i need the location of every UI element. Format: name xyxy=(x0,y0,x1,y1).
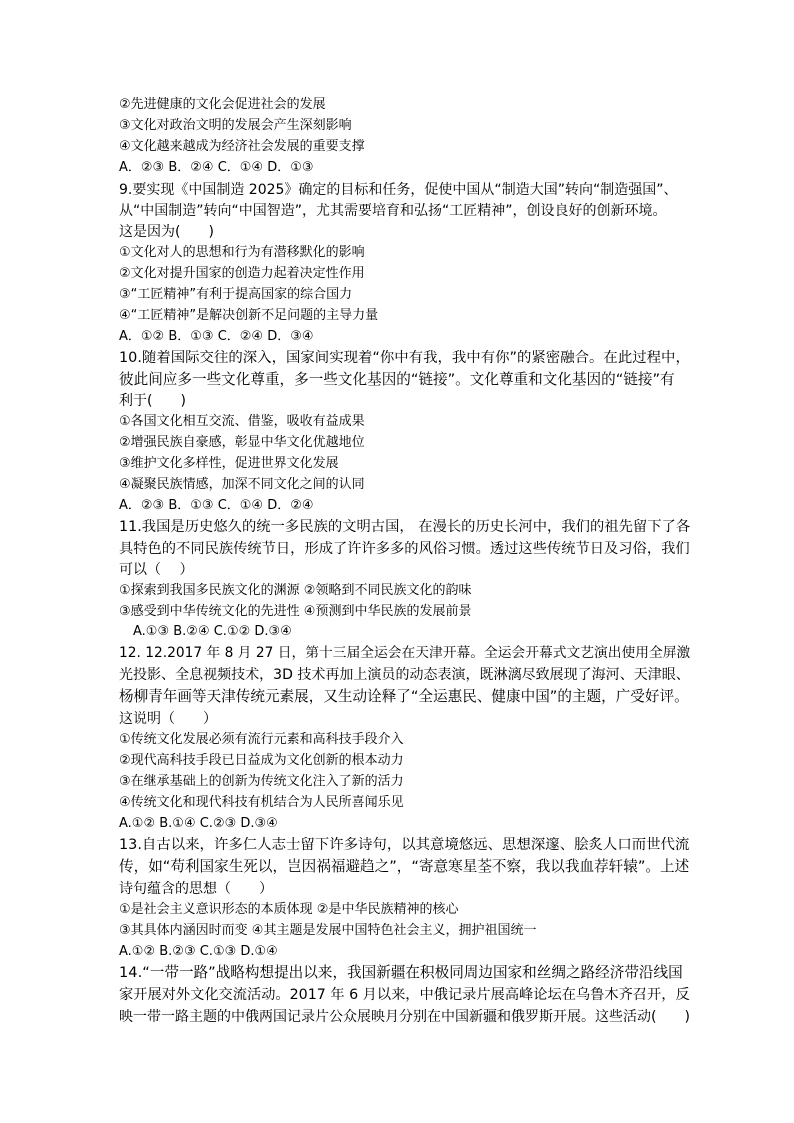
q13-stem-line-3: 诗句蕴含的思想（ ） xyxy=(119,881,273,897)
q12-stem-line-1: 12. 12.2017 年 8 月 27 日，第十三届全运会在天津开幕。全运会开幕式文艺演出使用全屏激 xyxy=(119,645,691,661)
q9-option-3: ③“工匠精神”有利于提高国家的综合国力 xyxy=(119,287,353,302)
q9-stem-line-3: 这是因为( ) xyxy=(119,224,214,240)
q11-answers: A.①③ B.②④ C.①② D.③④ xyxy=(133,624,292,639)
q11-stem-line-1: 11.我国是历史悠久的统一多民族的文明古国， 在漫长的历史长河中，我们的祖先留下了各 xyxy=(119,519,691,535)
q14-stem-line-3: 映一带一路主题的中俄两国记录片公众展映月分别在中国新疆和俄罗斯开展。这些活动( ) xyxy=(119,1009,690,1025)
q14-stem-line-1: 14.“一带一路”战略构想提出以来，我国新疆在积极同周边国家和丝绸之路经济带沿线国 xyxy=(119,964,683,981)
q12-option-1: ①传统文化发展必须有流行元素和高科技手段介入 xyxy=(119,732,404,747)
q12-option-3: ③在继承基础上的创新为传统文化注入了新的活力 xyxy=(119,774,404,789)
q11-options-1-2: ①探索到我国多民族文化的渊源 ②领略到不同民族文化的韵味 xyxy=(119,583,472,598)
q11-stem-line-3: 可以（ ） xyxy=(119,562,194,578)
q10-stem-line-2: 彼此间应多一些文化尊重，多一些文化基因的“链接”。文化尊重和文化基因的“链接”有 xyxy=(119,371,675,388)
q9-answers: A．①② B．①③ C．②④ D．③④ xyxy=(119,329,314,344)
q12-answers: A.①② B.①④ C.②③ D.③④ xyxy=(119,816,278,831)
q12-option-2: ②现代高科技手段已日益成为文化创新的根本动力 xyxy=(119,753,404,768)
q12-stem-line-2: 光投影、全息视频技术，3D 技术再加上演员的动态表演，既淋漓尽致展现了海河、天津眼、 xyxy=(119,667,690,683)
q8-option-3: ③文化对政治文明的发展会产生深刻影响 xyxy=(119,118,352,133)
q10-option-1: ①各国文化相互交流、借鉴，吸收有益成果 xyxy=(119,414,365,429)
q10-answers: A．②③ B．①③ C．①④ D．②④ xyxy=(119,498,314,513)
q10-option-3: ③维护文化多样性，促进世界文化发展 xyxy=(119,456,339,471)
q10-option-2: ②增强民族自豪感，彰显中华文化优越地位 xyxy=(119,435,365,450)
q8-answers: A．②③ B．②④ C．①④ D．①③ xyxy=(119,160,314,175)
q9-stem-line-1: 9.要实现《中国制造 2025》确定的目标和任务，促使中国从“制造大国”转向“制造强国”、 xyxy=(119,182,678,198)
q13-options-1-2: ①是社会主义意识形态的本质体现 ②是中华民族精神的核心 xyxy=(119,902,459,917)
q13-answers: A.①② B.②③ C.①③ D.①④ xyxy=(119,944,278,959)
q9-option-2: ②文化对提升国家的创造力起着决定性作用 xyxy=(119,266,365,281)
q11-stem-line-2: 具特色的不同民族传统节日，形成了许许多多的风俗习惯。透过这些传统节日及习俗，我们 xyxy=(119,541,690,557)
q13-options-3-4: ③其具体内涵因时而变 ④其主题是发展中国特色社会主义，拥护祖国统一 xyxy=(119,923,537,938)
q8-option-4: ④文化越来越成为经济社会发展的重要支撑 xyxy=(119,139,365,154)
q8-option-2: ②先进健康的文化会促进社会的发展 xyxy=(119,97,326,112)
q13-stem-line-1: 13.自古以来，许多仁人志士留下许多诗句，以其意境悠远、思想深邃、脍炙人口而世代流 xyxy=(119,837,690,853)
q10-stem-line-1: 10.随着国际交往的深入，国家间实现着“你中有我，我中有你”的紧密融合。在此过程中， xyxy=(119,350,690,366)
q9-stem-line-2: 从“中国制造”转向“中国智造”，尤其需要培育和弘扬“工匠精神”，创设良好的创新环境。 xyxy=(119,203,667,219)
q9-option-4: ④“工匠精神”是解决创新不足问题的主导力量 xyxy=(119,308,379,323)
q9-option-1: ①文化对人的思想和行为有潜移默化的影响 xyxy=(119,245,365,260)
q10-stem-line-3: 利于( ) xyxy=(119,393,186,409)
q14-stem-line-2: 家开展对外文化交流活动。2017 年 6 月以来，中俄记录片展高峰论坛在乌鲁木齐召开，反 xyxy=(119,987,690,1003)
q13-stem-line-2: 传，如“苟利国家生死以，岂因祸福避趋之”，“寄意寒星荃不察，我以我血荐轩辕”。上述 xyxy=(119,858,690,875)
q12-stem-line-3: 杨柳青年画等天津传统元素展，又生动诠释了“全运惠民、健康中国”的主题，广受好评。 xyxy=(119,688,689,705)
q12-option-4: ④传统文化和现代科技有机结合为人民所喜闻乐见 xyxy=(119,795,404,810)
q12-stem-line-4: 这说明（ ） xyxy=(119,711,217,727)
q10-option-4: ④凝聚民族情感，加深不同文化之间的认同 xyxy=(119,477,365,492)
q11-options-3-4: ③感受到中华传统文化的先进性 ④预测到中华民族的发展前景 xyxy=(119,604,472,619)
